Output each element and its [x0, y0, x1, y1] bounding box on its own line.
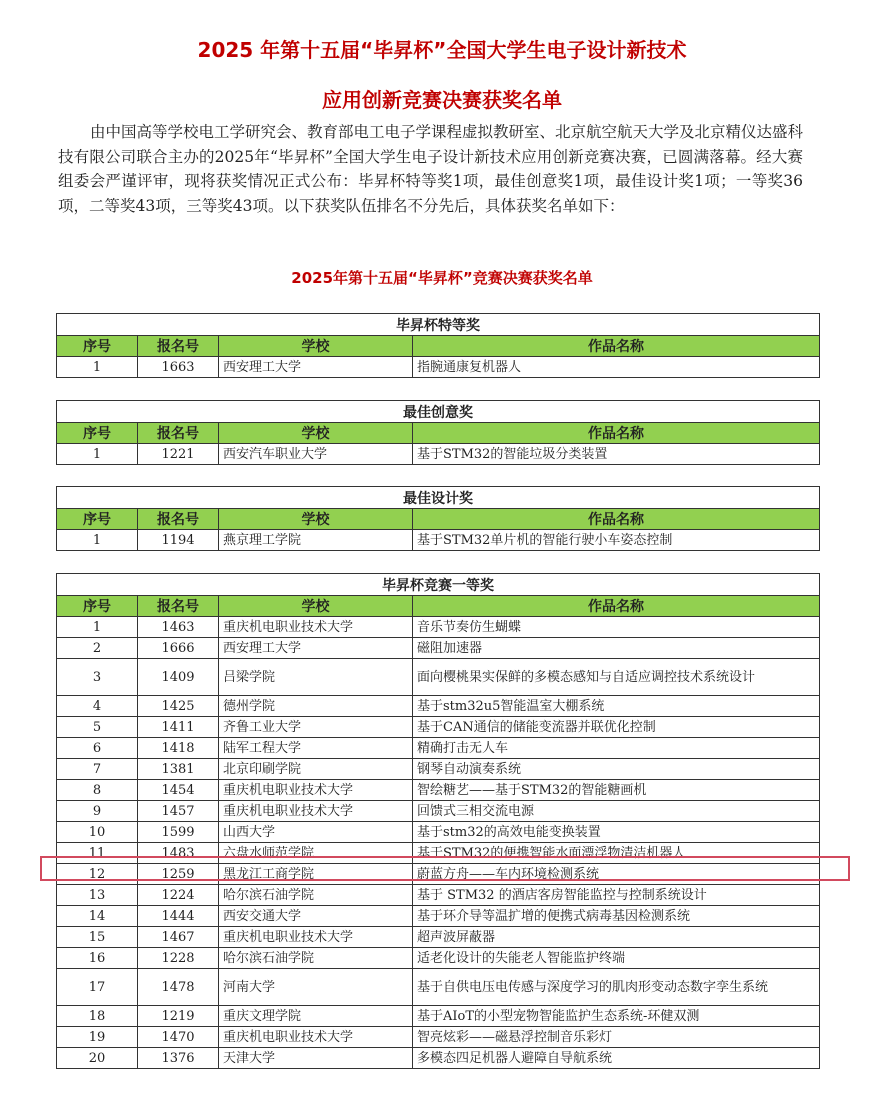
cell-reg: 1376: [138, 1048, 219, 1069]
cell-no: 17: [57, 969, 138, 1006]
cell-no: 1: [57, 530, 138, 551]
table-row: [57, 444, 820, 465]
cell-school: 燕京理工学院: [219, 530, 413, 551]
table-row: [57, 969, 820, 1006]
column-header-work: 作品名称: [413, 596, 820, 617]
cell-school: 陆军工程大学: [219, 738, 413, 759]
table-row: [57, 617, 820, 638]
column-header-school: 学校: [219, 509, 413, 530]
cell-work: 指腕通康复机器人: [413, 357, 820, 378]
cell-work: 超声波屏蔽器: [413, 927, 820, 948]
cell-school: 西安理工大学: [219, 357, 413, 378]
table-row: [57, 927, 820, 948]
table-row: [57, 1048, 820, 1069]
highlight-box: [40, 856, 850, 881]
cell-school: 吕梁学院: [219, 659, 413, 696]
cell-no: 1: [57, 357, 138, 378]
cell-reg: 1463: [138, 617, 219, 638]
cell-no: 12: [57, 864, 138, 885]
cell-reg: 1599: [138, 822, 219, 843]
cell-work: 基于环介导等温扩增的便携式病毒基因检测系统: [413, 906, 820, 927]
cell-no: 19: [57, 1027, 138, 1048]
cell-school: 齐鲁工业大学: [219, 717, 413, 738]
cell-no: 9: [57, 801, 138, 822]
cell-school: 德州学院: [219, 696, 413, 717]
cell-no: 1: [57, 444, 138, 465]
table-row: [57, 530, 820, 551]
column-header-no: 序号: [57, 596, 138, 617]
column-header-school: 学校: [219, 336, 413, 357]
column-header-work: 作品名称: [413, 336, 820, 357]
table-row: [57, 780, 820, 801]
column-header-school: 学校: [219, 596, 413, 617]
cell-school: 北京印刷学院: [219, 759, 413, 780]
cell-school: 重庆机电职业技术大学: [219, 1027, 413, 1048]
cell-reg: 1478: [138, 969, 219, 1006]
intro-paragraph: [58, 120, 803, 218]
award-table: [56, 400, 820, 465]
cell-no: 15: [57, 927, 138, 948]
cell-school: 天津大学: [219, 1048, 413, 1069]
table-row: [57, 822, 820, 843]
cell-work: 基于STM32单片机的智能行驶小车姿态控制: [413, 530, 820, 551]
cell-reg: 1454: [138, 780, 219, 801]
cell-work: 智亮炫彩——磁悬浮控制音乐彩灯: [413, 1027, 820, 1048]
table-row: [57, 696, 820, 717]
cell-work: 磁阻加速器: [413, 638, 820, 659]
cell-reg: 1228: [138, 948, 219, 969]
cell-work: 基于STM32的便携智能水面漂浮物清洁机器人: [413, 843, 820, 864]
column-header-reg: 报名号: [138, 336, 219, 357]
cell-work: 基于stm32u5智能温室大棚系统: [413, 696, 820, 717]
cell-reg: 1444: [138, 906, 219, 927]
cell-no: 20: [57, 1048, 138, 1069]
cell-no: 2: [57, 638, 138, 659]
cell-school: 六盘水师范学院: [219, 843, 413, 864]
cell-reg: 1418: [138, 738, 219, 759]
cell-work: 基于自供电压电传感与深度学习的肌肉形变动态数字孪生系统: [413, 969, 820, 1006]
table-row: [57, 357, 820, 378]
table-row: [57, 1006, 820, 1027]
cell-no: 5: [57, 717, 138, 738]
page-title: 2025 年第十五届“毕昇杯”全国大学生电子设计新技术: [197, 38, 687, 62]
cell-no: 11: [57, 843, 138, 864]
cell-work: 钢琴自动演奏系统: [413, 759, 820, 780]
column-header-reg: 报名号: [138, 596, 219, 617]
cell-reg: 1409: [138, 659, 219, 696]
cell-no: 10: [57, 822, 138, 843]
column-header-reg: 报名号: [138, 423, 219, 444]
cell-school: 西安汽车职业大学: [219, 444, 413, 465]
cell-work: 基于stm32的高效电能变换装置: [413, 822, 820, 843]
cell-no: 6: [57, 738, 138, 759]
cell-school: 重庆机电职业技术大学: [219, 617, 413, 638]
cell-reg: 1194: [138, 530, 219, 551]
cell-work: 基于AIoT的小型宠物智能监护生态系统-环健双测: [413, 1006, 820, 1027]
table-row: [57, 759, 820, 780]
column-header-no: 序号: [57, 509, 138, 530]
cell-no: 16: [57, 948, 138, 969]
award-table-caption: 最佳设计奖: [57, 487, 820, 509]
cell-no: 13: [57, 885, 138, 906]
cell-reg: 1483: [138, 843, 219, 864]
cell-no: 14: [57, 906, 138, 927]
table-row: [57, 906, 820, 927]
cell-work: 音乐节奏仿生蝴蝶: [413, 617, 820, 638]
cell-no: 7: [57, 759, 138, 780]
cell-reg: 1457: [138, 801, 219, 822]
cell-reg: 1221: [138, 444, 219, 465]
cell-work: 基于 STM32 的酒店客房智能监控与控制系统设计: [413, 885, 820, 906]
cell-school: 重庆机电职业技术大学: [219, 801, 413, 822]
cell-reg: 1666: [138, 638, 219, 659]
award-table-caption: 毕昇杯特等奖: [57, 314, 820, 336]
cell-work: 精确打击无人车: [413, 738, 820, 759]
cell-reg: 1425: [138, 696, 219, 717]
cell-reg: 1219: [138, 1006, 219, 1027]
page-subtitle: 应用创新竞赛决赛获奖名单: [322, 88, 562, 112]
cell-no: 1: [57, 617, 138, 638]
table-row: [57, 885, 820, 906]
cell-no: 4: [57, 696, 138, 717]
column-header-work: 作品名称: [413, 509, 820, 530]
award-table: [56, 486, 820, 551]
cell-reg: 1259: [138, 864, 219, 885]
cell-reg: 1663: [138, 357, 219, 378]
column-header-no: 序号: [57, 423, 138, 444]
cell-work: 面向樱桃果实保鲜的多模态感知与自适应调控技术系统设计: [413, 659, 820, 696]
column-header-school: 学校: [219, 423, 413, 444]
table-row: [57, 801, 820, 822]
intro-text: 由中国高等学校电工学研究会、教育部电工电子学课程虚拟教研室、北京航空航天大学及北京精仪达盛科技有限公司联合主办的2025年“毕昇杯”全国大学生电子设计新技术应用创新竞赛决赛，已圆满落幕。经大赛组委会严谨评审，现将获奖情况正式公布：毕昇杯特等奖1项，最佳创意奖1项，最佳设计奖1项；一等奖36项，二等奖43项，三等奖43项。以下获奖队伍排名不分先后，具体获奖名单如下：: [58, 123, 804, 215]
cell-work: 基于STM32的智能垃圾分类装置: [413, 444, 820, 465]
cell-reg: 1411: [138, 717, 219, 738]
cell-work: 蔚蓝方舟——车内环境检测系统: [413, 864, 820, 885]
table-row: [57, 738, 820, 759]
list-title: 2025年第十五届“毕昇杯”竞赛决赛获奖名单: [291, 269, 593, 287]
cell-school: 重庆文理学院: [219, 1006, 413, 1027]
cell-work: 回馈式三相交流电源: [413, 801, 820, 822]
table-row: [57, 1027, 820, 1048]
cell-no: 8: [57, 780, 138, 801]
cell-school: 重庆机电职业技术大学: [219, 927, 413, 948]
cell-reg: 1467: [138, 927, 219, 948]
table-row: [57, 659, 820, 696]
award-table: [56, 573, 820, 1069]
award-table: [56, 313, 820, 378]
column-header-reg: 报名号: [138, 509, 219, 530]
cell-reg: 1381: [138, 759, 219, 780]
cell-school: 河南大学: [219, 969, 413, 1006]
cell-reg: 1470: [138, 1027, 219, 1048]
cell-school: 西安理工大学: [219, 638, 413, 659]
award-table-caption: 毕昇杯竞赛一等奖: [57, 574, 820, 596]
award-table-caption: 最佳创意奖: [57, 401, 820, 423]
column-header-no: 序号: [57, 336, 138, 357]
cell-school: 哈尔滨石油学院: [219, 948, 413, 969]
table-row: [57, 717, 820, 738]
cell-work: 智绘糖艺——基于STM32的智能糖画机: [413, 780, 820, 801]
cell-work: 适老化设计的失能老人智能监护终端: [413, 948, 820, 969]
table-row: [57, 948, 820, 969]
column-header-work: 作品名称: [413, 423, 820, 444]
cell-no: 3: [57, 659, 138, 696]
cell-school: 哈尔滨石油学院: [219, 885, 413, 906]
cell-school: 黑龙江工商学院: [219, 864, 413, 885]
cell-school: 西安交通大学: [219, 906, 413, 927]
cell-school: 重庆机电职业技术大学: [219, 780, 413, 801]
cell-reg: 1224: [138, 885, 219, 906]
table-row: [57, 638, 820, 659]
cell-work: 多模态四足机器人避障自导航系统: [413, 1048, 820, 1069]
cell-no: 18: [57, 1006, 138, 1027]
cell-school: 山西大学: [219, 822, 413, 843]
cell-work: 基于CAN通信的储能变流器并联优化控制: [413, 717, 820, 738]
